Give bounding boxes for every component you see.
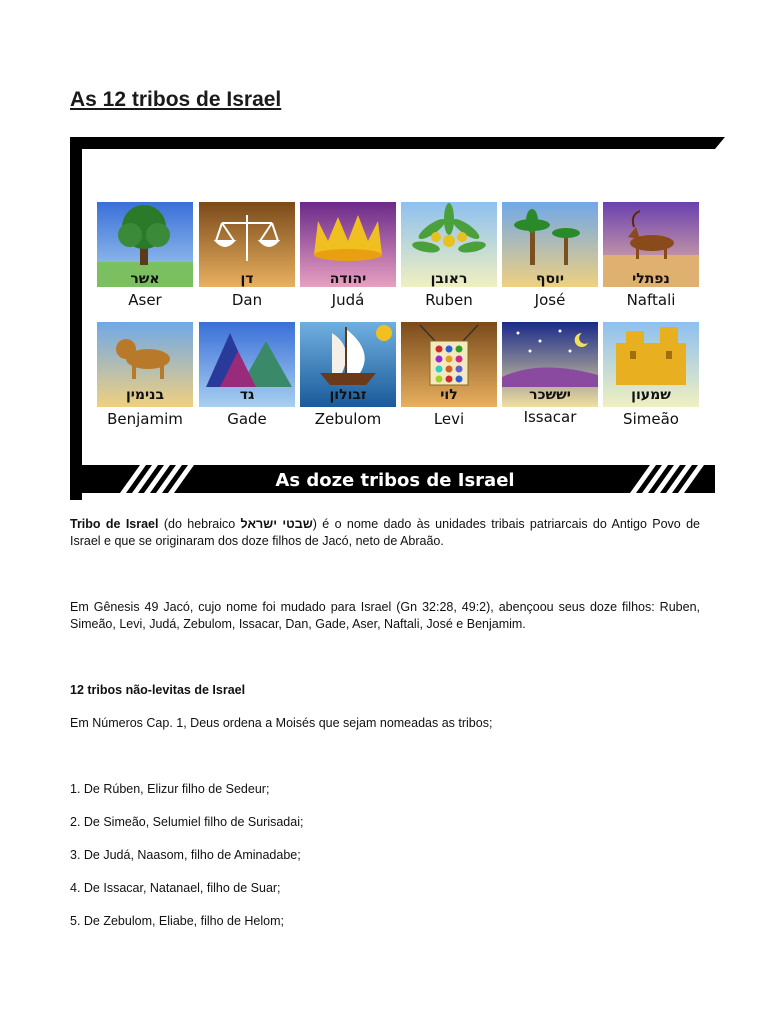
svg-text:ראובן: ראובן (430, 271, 468, 287)
intro-hebrew: שבטי ישראל (240, 517, 313, 531)
svg-text:שמעון: שמעון (631, 387, 671, 403)
tribe-label-issacar: Issacar (523, 408, 577, 426)
intro-paragraph (70, 516, 700, 550)
tile-jose (502, 202, 598, 287)
tribe-label-naftali: Naftali (626, 291, 676, 309)
svg-text:זבולון: זבולון (329, 387, 367, 403)
tile-benjamim (97, 322, 193, 407)
tribe-label-simeao: Simeão (623, 410, 679, 428)
genesis-paragraph: Em Gênesis 49 Jacó, cujo nome foi mudado para Israel (Gn 32:28, 49:2), abençoou seus doze filhos: Ruben, Simeão, Levi, Judá, Zebulom, Issacar, Dan, Gade, Aser, Naftali, José e Benjamim. (70, 600, 700, 631)
tile-simeao (603, 322, 699, 407)
svg-text:אשר: אשר (130, 271, 160, 287)
list-item: 5. De Zebulom, Eliabe, filho de Helom; (70, 914, 284, 928)
svg-text:יוסף: יוסף (536, 271, 564, 287)
tribe-label-dan: Dan (231, 291, 263, 309)
tribe-label-aser: Aser (128, 291, 162, 309)
tile-dan (199, 202, 295, 287)
intro-pre: (do hebraico (158, 517, 241, 531)
svg-text:נפתלי: נפתלי (632, 271, 670, 287)
tile-gade (199, 322, 295, 407)
intro-post: ) é o nome dado às unidades tribais patriarcais do Antigo Povo de Israel e que se originaram dos doze filhos de Jacó, neto de Abraão. (70, 517, 701, 548)
tribe-label-ruben: Ruben (425, 291, 473, 309)
tile-issacar (502, 322, 598, 407)
tile-juda (300, 202, 396, 287)
tile-ruben (401, 202, 497, 287)
tile-naftali (603, 202, 699, 287)
svg-text:יהודה: יהודה (329, 271, 367, 287)
list-item: 4. De Issacar, Natanael, filho de Suar; (70, 881, 281, 895)
tribe-label-gade: Gade (227, 410, 267, 428)
tribe-label-levi: Levi (433, 410, 465, 428)
tribe-label-jose: José (534, 291, 566, 309)
svg-text:בנימין: בנימין (125, 387, 165, 403)
list-item: 3. De Judá, Naasom, filho de Aminadabe; (70, 848, 301, 862)
page-title: As 12 tribos de Israel (70, 88, 282, 111)
intro-bold-term: Tribo de Israel (70, 517, 159, 531)
list-item: 1. De Rúben, Elizur filho de Sedeur; (70, 782, 270, 796)
tile-aser (97, 202, 193, 287)
tribe-label-zebulom: Zebulom (314, 410, 382, 428)
tribe-label-juda: Judá (331, 291, 365, 309)
tribe-label-benjamim: Benjamim (107, 410, 183, 428)
subheading: 12 tribos não-levitas de Israel (70, 683, 246, 697)
tile-levi (401, 322, 497, 407)
banner-caption: As doze tribos de Israel (275, 470, 515, 491)
svg-text:לוי: לוי (440, 387, 458, 403)
svg-text:דן: דן (240, 271, 254, 287)
numeros-paragraph: Em Números Cap. 1, Deus ordena a Moisés que sejam nomeadas as tribos; (70, 716, 493, 730)
tile-zebulom (300, 322, 396, 407)
tribes-banner-image (70, 137, 725, 500)
list-item: 2. De Simeão, Selumiel filho de Surisadai; (70, 815, 304, 829)
svg-text:יששכר: יששכר (529, 387, 571, 403)
svg-text:גד: גד (239, 387, 255, 403)
